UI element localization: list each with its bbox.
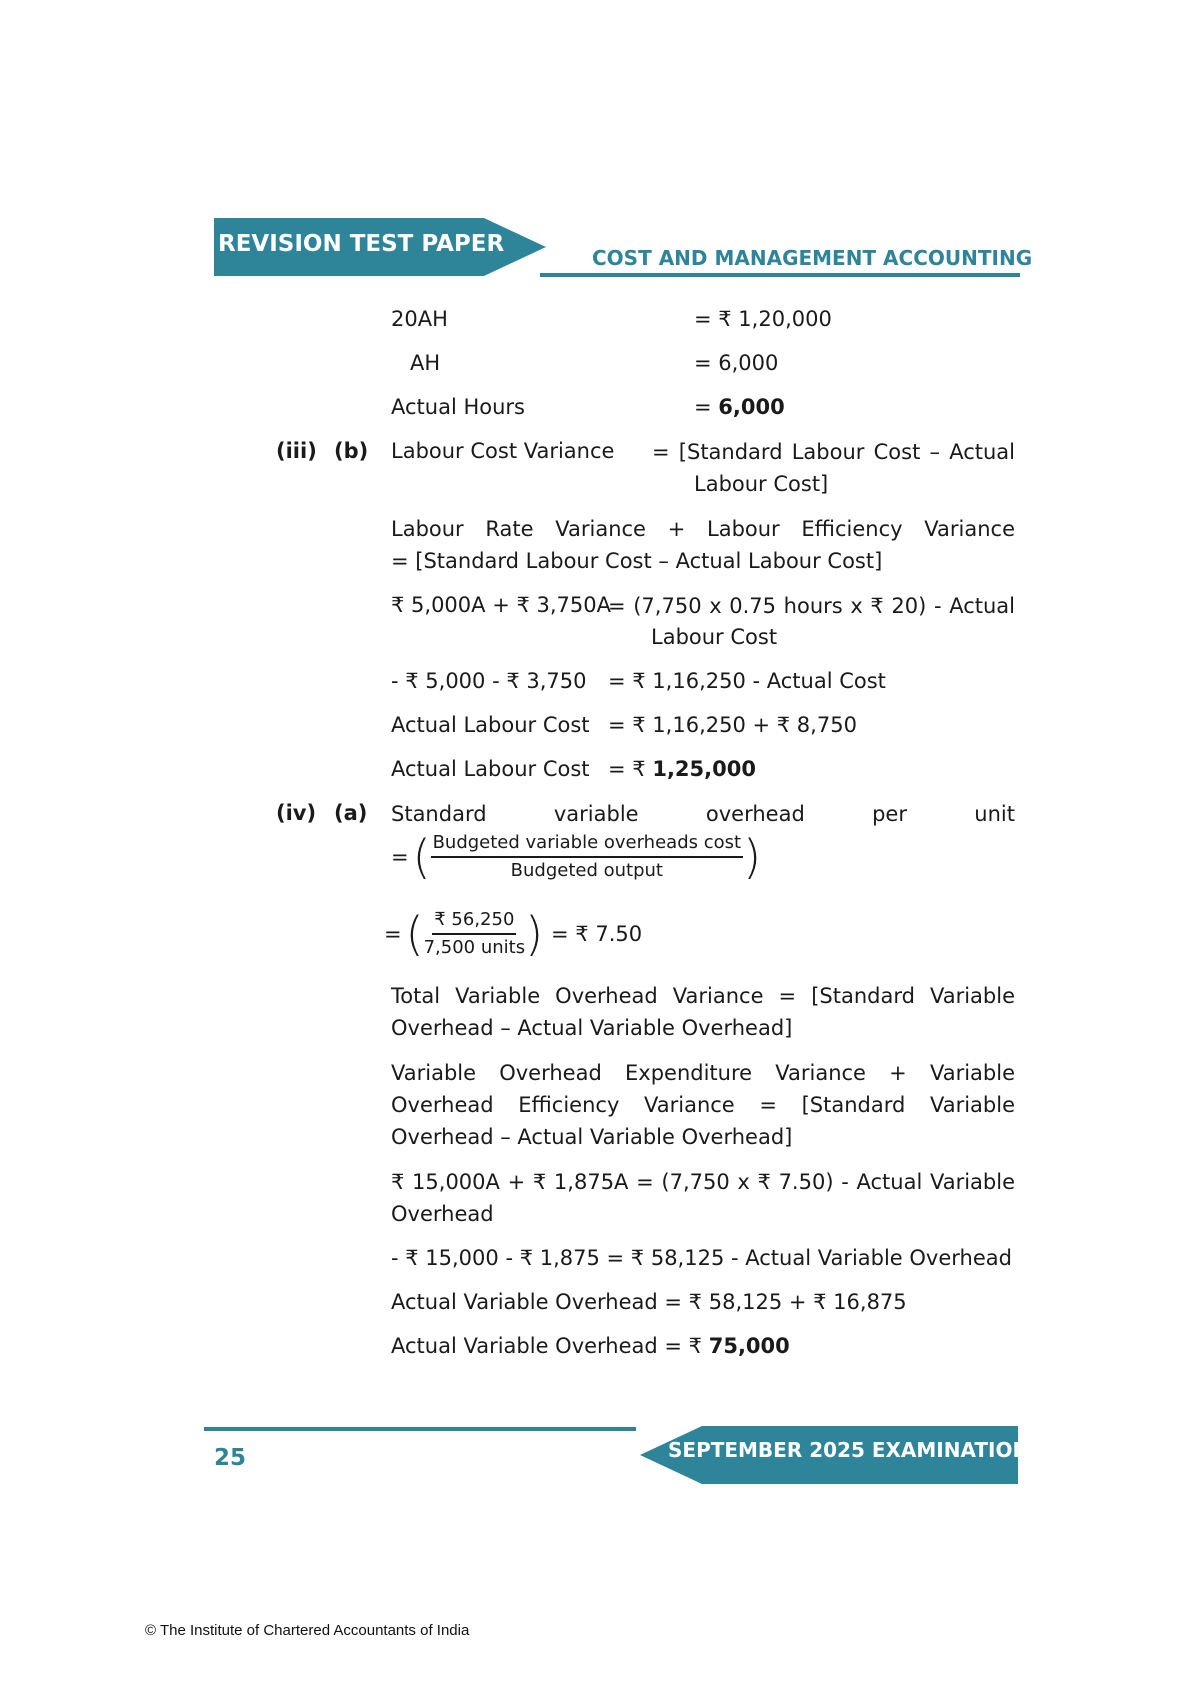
formula-line: = [Standard Labour Cost – Actual Labour Cost] bbox=[391, 549, 883, 573]
calc-line-value bbox=[608, 754, 756, 784]
result-value: 6,000 bbox=[718, 395, 785, 419]
fraction-denominator: Budgeted output bbox=[510, 860, 663, 881]
fraction bbox=[424, 907, 526, 961]
fraction-formula bbox=[384, 907, 642, 961]
paragraph: Variable Overhead Expenditure Variance + Variable Overhead Efficiency Variance = [Standard Variable Overhead – Actual Variable Overhead] bbox=[391, 1061, 1015, 1149]
footer-exam-title: SEPTEMBER 2025 EXAMINATION bbox=[668, 1438, 1030, 1462]
result-value: 75,000 bbox=[708, 1334, 790, 1358]
calc-line-label: Actual Labour Cost bbox=[391, 757, 590, 781]
calc-line-value: = ₹ 1,16,250 - Actual Cost bbox=[608, 669, 886, 693]
calc-line-label: - ₹ 5,000 - ₹ 3,750 bbox=[391, 669, 587, 693]
calc-line-label: Actual Hours bbox=[391, 395, 525, 419]
header-left-title: REVISION TEST PAPER bbox=[218, 231, 505, 257]
question-part: (b) bbox=[334, 439, 369, 463]
calc-line-value: = [Standard Labour Cost – Actual bbox=[652, 440, 1015, 464]
calc-line bbox=[391, 1331, 790, 1361]
footer-rule bbox=[204, 1427, 636, 1431]
result-value: 1,25,000 bbox=[652, 757, 756, 781]
right-paren: ) bbox=[525, 907, 544, 961]
calc-line-value bbox=[694, 392, 785, 422]
calc-line: Actual Variable Overhead = ₹ 58,125 + ₹ 16,875 bbox=[391, 1290, 907, 1314]
paragraph: Total Variable Overhead Variance = [Standard Variable Overhead – Actual Variable Overhead] bbox=[391, 984, 1015, 1040]
fraction-denominator: 7,500 units bbox=[423, 937, 526, 958]
calc-line-label: Labour Cost Variance bbox=[391, 439, 615, 463]
equals-sign: = bbox=[384, 922, 402, 946]
fraction bbox=[431, 830, 744, 884]
calc-line-value-cont: Labour Cost] bbox=[694, 472, 829, 496]
question-number: (iv) bbox=[276, 801, 317, 825]
formula-intro: Standard variable overhead per unit bbox=[391, 802, 1015, 826]
calc-line-label: 20AH bbox=[391, 307, 448, 331]
equals-sign: = bbox=[391, 845, 409, 869]
paragraph: ₹ 15,000A + ₹ 1,875A = (7,750 x ₹ 7.50) - Actual Variable Overhead bbox=[391, 1170, 1015, 1226]
fraction-numerator: Budgeted variable overheads cost bbox=[431, 830, 744, 858]
fraction-numerator: ₹ 56,250 bbox=[432, 907, 516, 935]
header-rule bbox=[540, 273, 1020, 277]
right-paren: ) bbox=[743, 830, 762, 884]
fraction-result: = ₹ 7.50 bbox=[551, 922, 643, 946]
calc-line-value: = ₹ 1,16,250 + ₹ 8,750 bbox=[608, 713, 857, 737]
left-paren: ( bbox=[405, 907, 424, 961]
calc-line-label: AH bbox=[410, 351, 441, 375]
calc-line-value: = 6,000 bbox=[694, 351, 779, 375]
calc-line: - ₹ 15,000 - ₹ 1,875 = ₹ 58,125 - Actual Variable Overhead bbox=[391, 1246, 1012, 1270]
calc-line-value-cont: Labour Cost bbox=[651, 625, 778, 649]
equals-rupee: = ₹ bbox=[608, 757, 646, 781]
calc-line-label: ₹ 5,000A + ₹ 3,750A bbox=[391, 593, 611, 617]
equals-sign: = bbox=[694, 395, 712, 419]
calc-line-value: = (7,750 x 0.75 hours x ₹ 20) - Actual bbox=[608, 594, 1015, 618]
header-right-title: COST AND MANAGEMENT ACCOUNTING bbox=[592, 246, 1033, 270]
fraction-formula bbox=[391, 830, 761, 884]
calc-line-value: = ₹ 1,20,000 bbox=[694, 307, 832, 331]
copyright-notice: © The Institute of Chartered Accountants of India bbox=[145, 1622, 470, 1639]
question-part: (a) bbox=[334, 801, 368, 825]
formula-line: Labour Rate Variance + Labour Efficiency Variance bbox=[391, 517, 1015, 541]
question-number: (iii) bbox=[276, 439, 317, 463]
calc-line-label: Actual Labour Cost bbox=[391, 713, 590, 737]
page-number: 25 bbox=[214, 1445, 247, 1471]
calc-line-text: Actual Variable Overhead = ₹ bbox=[391, 1334, 703, 1358]
left-paren: ( bbox=[412, 830, 431, 884]
